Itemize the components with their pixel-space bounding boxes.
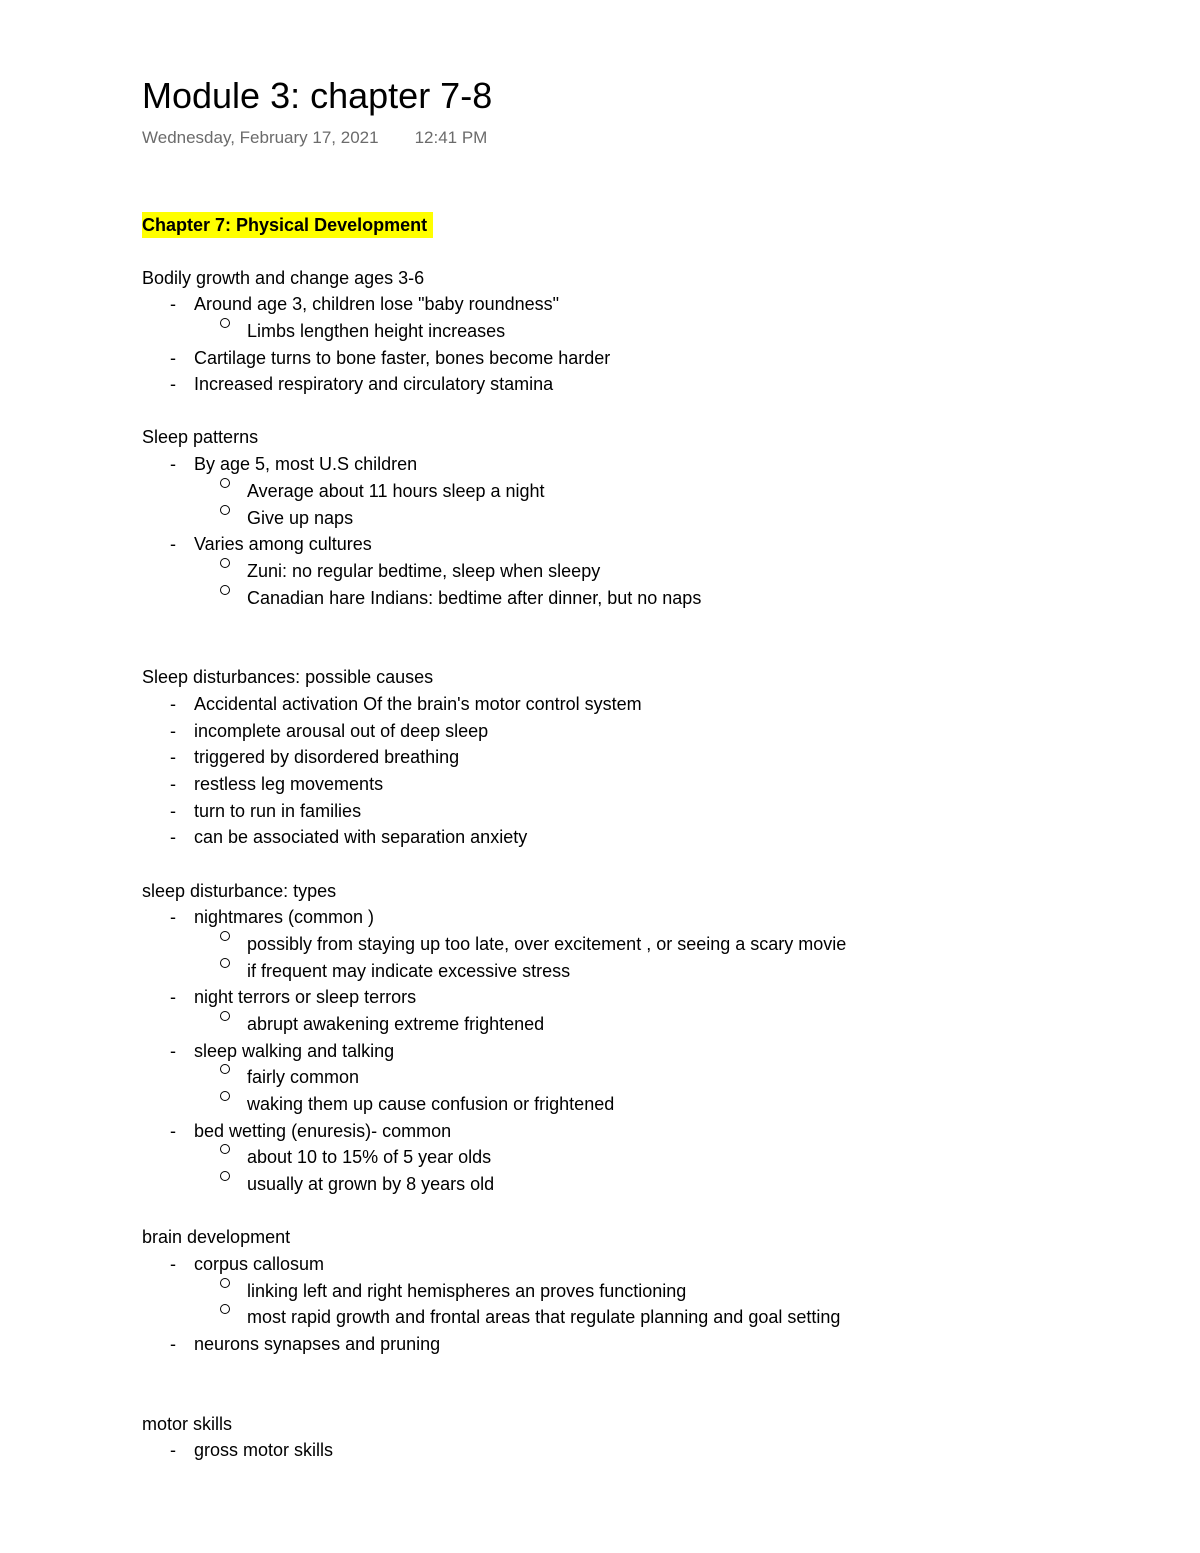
sub-list-item (142, 1011, 1142, 1038)
list-item (142, 451, 1142, 478)
list-item-text: Increased respiratory and circulatory stamina (194, 374, 554, 395)
section-heading: sleep disturbance: types (142, 880, 337, 901)
section-heading: Sleep disturbances: possible causes (142, 667, 434, 688)
list-item-text: gross motor skills (194, 1440, 334, 1461)
list-item-text: can be associated with separation anxiety (194, 827, 528, 848)
dash-bullet: - (170, 1254, 176, 1274)
list-item-text: corpus callosum (194, 1254, 325, 1274)
circle-bullet-icon (220, 931, 230, 941)
list-item-text: Around age 3, children lose "baby roundness" (194, 294, 560, 315)
chapter-heading (142, 212, 1142, 238)
sub-list-item (142, 505, 1142, 532)
page-title: Module 3: chapter 7-8 (142, 75, 493, 116)
list-item-text: Varies among cultures (194, 534, 372, 555)
dash-bullet: - (170, 347, 176, 368)
sub-list-item (142, 1171, 1142, 1198)
section-spacer (142, 1198, 1142, 1225)
sub-list-item-text: Average about 11 hours sleep a night (247, 480, 545, 501)
list-item-text: bed wetting (enuresis)- common (194, 1120, 452, 1141)
page-meta (142, 124, 1142, 152)
sub-list-item (142, 1064, 1142, 1091)
dash-bullet: - (170, 1120, 176, 1141)
list-item-text: neurons synapses and pruning (194, 1334, 441, 1355)
dash-bullet: - (170, 747, 176, 768)
sub-list-item-text: if frequent may indicate excessive stress (247, 960, 571, 981)
sub-list-item (142, 558, 1142, 585)
dash-bullet: - (170, 693, 176, 714)
note-section (142, 424, 1142, 611)
list-item (142, 1437, 1142, 1464)
sub-list-item (142, 931, 1142, 958)
circle-bullet-icon (220, 318, 230, 328)
list-item-text: turn to run in families (194, 800, 362, 821)
sub-list-item-text: Give up naps (247, 507, 354, 528)
sub-list-item-text: Limbs lengthen height increases (247, 320, 506, 341)
note-section (142, 1411, 1142, 1464)
dash-bullet: - (170, 294, 176, 315)
list-item (142, 1118, 1142, 1145)
section-spacer (142, 611, 1142, 664)
section-heading: brain development (142, 1227, 291, 1248)
dash-bullet: - (170, 800, 176, 821)
sub-list-item (142, 1144, 1142, 1171)
sub-list-item-text: about 10 to 15% of 5 year olds (247, 1147, 492, 1168)
circle-bullet-icon (220, 478, 230, 488)
list-item-text: restless leg movements (194, 774, 384, 794)
note-section (142, 664, 1142, 851)
sub-list-item-text: abrupt awakening extreme frightened (247, 1014, 545, 1034)
dash-bullet: - (170, 720, 176, 741)
dash-bullet: - (170, 1440, 176, 1461)
dash-bullet: - (170, 454, 176, 475)
dash-bullet: - (170, 907, 176, 928)
list-item (142, 718, 1142, 745)
note-section (142, 265, 1142, 398)
circle-bullet-icon (220, 558, 230, 568)
note-section (142, 878, 1142, 1198)
chapter-heading-text: Chapter 7: Physical Development (142, 212, 433, 238)
sub-list-item-text: Zuni: no regular bedtime, sleep when sleepy (247, 560, 601, 581)
dash-bullet: - (170, 1040, 176, 1061)
circle-bullet-icon (220, 1278, 230, 1288)
sub-list-item-text: usually at grown by 8 years old (247, 1174, 495, 1195)
list-item-text: By age 5, most U.S children (194, 454, 418, 475)
list-item-text: sleep walking and talking (194, 1040, 395, 1061)
sub-list-item-text: Canadian hare Indians: bedtime after dinner, but no naps (247, 587, 702, 608)
sub-list-item (142, 1304, 1142, 1331)
circle-bullet-icon (220, 505, 230, 515)
sub-list-item (142, 585, 1142, 612)
sub-list-item (142, 1091, 1142, 1118)
list-item (142, 824, 1142, 851)
circle-bullet-icon (220, 585, 230, 595)
list-item-text: night terrors or sleep terrors (194, 987, 417, 1008)
list-item (142, 798, 1142, 825)
list-item (142, 904, 1142, 931)
section-heading: motor skills (142, 1413, 233, 1434)
dash-bullet: - (170, 987, 176, 1008)
sections-container (142, 238, 1142, 1464)
dash-bullet: - (170, 1334, 176, 1355)
section-heading: Sleep patterns (142, 427, 259, 448)
sub-list-item-text: possibly from staying up too late, over excitement , or seeing a scary movie (247, 933, 847, 954)
list-item (142, 744, 1142, 771)
sub-list-item-text: fairly common (247, 1067, 360, 1088)
list-item-text: Accidental activation Of the brain's motor control system (194, 693, 642, 714)
note-section (142, 1224, 1142, 1357)
list-item (142, 1251, 1142, 1278)
list-item (142, 345, 1142, 372)
list-item-text: incomplete arousal out of deep sleep (194, 720, 489, 741)
section-spacer (142, 1358, 1142, 1411)
page-time: 12:41 PM (414, 128, 488, 147)
list-item (142, 691, 1142, 718)
sub-list-item (142, 318, 1142, 345)
circle-bullet-icon (220, 958, 230, 968)
sub-list-item (142, 478, 1142, 505)
sub-list-item (142, 958, 1142, 985)
dash-bullet: - (170, 827, 176, 848)
list-item (142, 531, 1142, 558)
sub-list-item-text: linking left and right hemispheres an proves functioning (247, 1280, 687, 1301)
dash-bullet: - (170, 374, 176, 395)
sub-list-item-text: most rapid growth and frontal areas that regulate planning and goal setting (247, 1307, 841, 1328)
list-item (142, 371, 1142, 398)
page-date: Wednesday, February 17, 2021 (142, 128, 379, 147)
list-item (142, 984, 1142, 1011)
section-spacer (142, 851, 1142, 878)
list-item-text: triggered by disordered breathing (194, 747, 460, 768)
section-heading: Bodily growth and change ages 3-6 (142, 267, 425, 288)
list-item-text: Cartilage turns to bone faster, bones become harder (194, 347, 611, 368)
list-item (142, 771, 1142, 798)
section-spacer (142, 398, 1142, 425)
circle-bullet-icon (220, 1011, 230, 1021)
note-page (142, 70, 1142, 1464)
dash-bullet: - (170, 774, 176, 794)
list-item (142, 1038, 1142, 1065)
dash-bullet: - (170, 534, 176, 555)
list-item-text: nightmares (common ) (194, 907, 375, 928)
list-item (142, 1331, 1142, 1358)
section-spacer (142, 238, 1142, 265)
sub-list-item (142, 1278, 1142, 1305)
list-item (142, 291, 1142, 318)
circle-bullet-icon (220, 1091, 230, 1101)
sub-list-item-text: waking them up cause confusion or frightened (247, 1094, 615, 1115)
